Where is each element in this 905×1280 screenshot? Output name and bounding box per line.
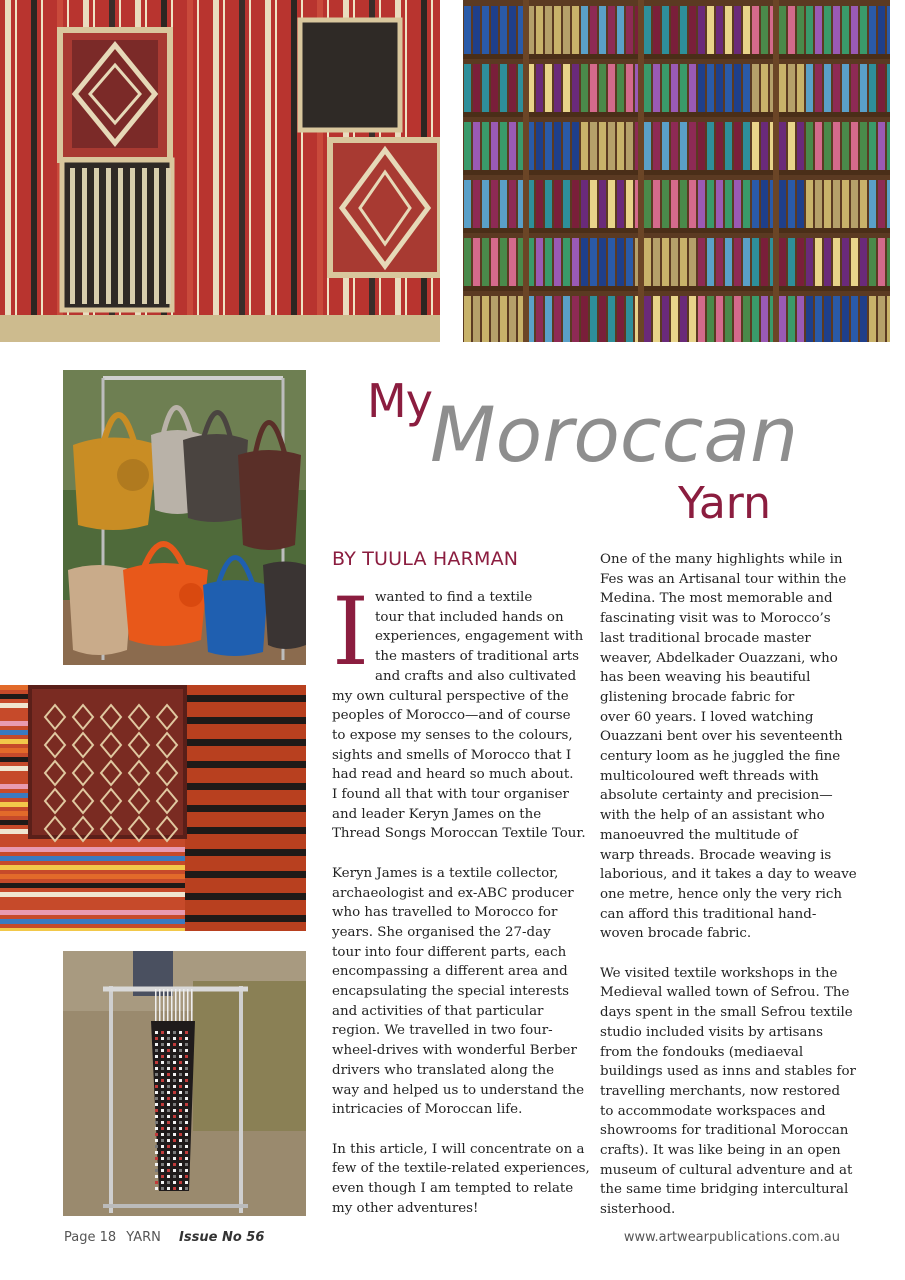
text-line: absolute certainty and precision— (600, 788, 833, 804)
text-line: last traditional brocade master (600, 630, 811, 646)
text-line: crafts). It was like being in an open (600, 1143, 841, 1159)
text-line: peoples of Morocco—and of course (332, 708, 571, 724)
text-line: and leader Keryn James on the (332, 806, 542, 822)
text-line: Medina. The most memorable and (600, 591, 833, 607)
text-line: to accommodate workspaces and (600, 1103, 826, 1119)
text-line: to expose my senses to the colours, (332, 727, 573, 743)
photo-striped-textiles (0, 685, 306, 931)
text-line: manoeuvred the multitude of (600, 827, 798, 843)
text-line: In this article, I will concentrate on a (332, 1141, 585, 1157)
text-line: Ouazzani bent over his seventeenth (600, 729, 843, 745)
text-line: had read and heard so much about. (332, 767, 574, 783)
text-line: drivers who translated along the (332, 1062, 555, 1078)
text-line: tour into four different parts, each (332, 944, 567, 960)
text-line: can afford this traditional hand- (600, 906, 817, 922)
text-line: over 60 years. I loved watching (600, 709, 814, 725)
footer-page-info (64, 1230, 264, 1245)
text-line: archaeologist and ex-ABC producer (332, 885, 574, 901)
article-column-right (600, 550, 857, 1240)
text-line: even though I am tempted to relate (332, 1181, 574, 1197)
title-word-my: My (367, 374, 432, 428)
magazine-name: YARN (126, 1230, 161, 1245)
text-line: studio included visits by artisans (600, 1024, 823, 1040)
text-line: days spent in the small Sefrou textile (600, 1005, 853, 1021)
text-line: multicoloured weft threads with (600, 768, 819, 784)
photo-red-kilim-rug (0, 0, 440, 342)
text-line: the same time bridging intercultural (600, 1182, 849, 1198)
text-line: glistening brocade fabric for (600, 689, 795, 705)
text-line: from the fondouks (mediaeval (600, 1044, 804, 1060)
text-line: Medieval walled town of Sefrou. The (600, 985, 850, 1001)
paragraph-fes-brocade (600, 550, 857, 944)
text-line: showrooms for traditional Moroccan (600, 1123, 849, 1139)
text-line: encompassing a different area and (332, 964, 568, 980)
author-byline: BY TUULA HARMAN (332, 548, 519, 570)
text-line: and activities of that particular (332, 1003, 544, 1019)
text-line: way and helped us to understand the (332, 1082, 585, 1098)
text-line: Thread Songs Moroccan Textile Tour. (332, 826, 586, 842)
text-line: experiences, engagement with (375, 629, 584, 645)
issue-number: Issue No 56 (179, 1230, 265, 1245)
text-line: travelling merchants, now restored (600, 1083, 841, 1099)
text-line: wheel-drives with wonderful Berber (332, 1043, 577, 1059)
photo-woven-bags (63, 370, 306, 665)
text-line: wanted to find a textile (375, 590, 533, 605)
text-line: warp threads. Brocade weaving is (600, 847, 832, 863)
text-line: the masters of traditional arts (375, 649, 579, 665)
text-line: region. We travelled in two four- (332, 1023, 553, 1039)
text-line: intricacies of Moroccan life. (332, 1102, 523, 1118)
text-line: tour that included hands on (375, 609, 564, 625)
text-line: buildings used as inns and stables for (600, 1064, 856, 1080)
text-line: weaver, Abdelkader Ouazzani, who (600, 650, 838, 666)
text-line: with the help of an assistant who (600, 808, 825, 824)
text-line: my own cultural perspective of the (332, 688, 569, 704)
text-line: woven brocade fabric. (600, 926, 752, 942)
paragraph-sefrou (600, 964, 856, 1220)
title-word-yarn: Yarn (678, 478, 771, 529)
text-line: few of the textile-related experiences, (332, 1161, 590, 1177)
text-line: encapsulating the special interests (332, 984, 570, 1000)
text-line: We visited textile workshops in the (600, 965, 838, 981)
text-line: who has travelled to Morocco for (332, 905, 558, 921)
text-line: sights and smells of Morocco that I (332, 747, 572, 763)
text-line: has been weaving his beautiful (600, 670, 811, 686)
paragraph-concentrate (332, 1140, 590, 1219)
text-line: sisterhood. (600, 1202, 676, 1218)
photo-silk-thread-shelves (463, 0, 890, 342)
text-line: I found all that with tour organiser (332, 787, 569, 803)
article-column-left (332, 578, 590, 1238)
text-line: laborious, and it takes a day to weave (600, 867, 857, 883)
text-line: museum of cultural adventure and at (600, 1162, 853, 1178)
text-line: and crafts and also cultivated (375, 668, 577, 684)
text-line: One of the many highlights while in (600, 552, 843, 567)
text-line: my other adventures! (332, 1200, 479, 1216)
text-line: Fes was an Artisanal tour within the (600, 571, 847, 587)
text-line: years. She organised the 27-day (332, 924, 551, 940)
text-line: fascinating visit was to Morocco’s (600, 611, 831, 627)
text-line: century loom as he juggled the fine (600, 749, 841, 765)
photo-hand-loom (63, 951, 306, 1216)
footer-website: www.artwearpublications.com.au (623, 1230, 840, 1245)
title-word-moroccan: Moroccan (430, 390, 799, 479)
page-number: Page 18 (64, 1230, 117, 1245)
text-line: one metre, hence only the very rich (600, 886, 843, 902)
paragraph-keryn (332, 864, 585, 1120)
drop-cap: I (332, 578, 370, 687)
text-line: Keryn James is a textile collector, (332, 865, 559, 881)
